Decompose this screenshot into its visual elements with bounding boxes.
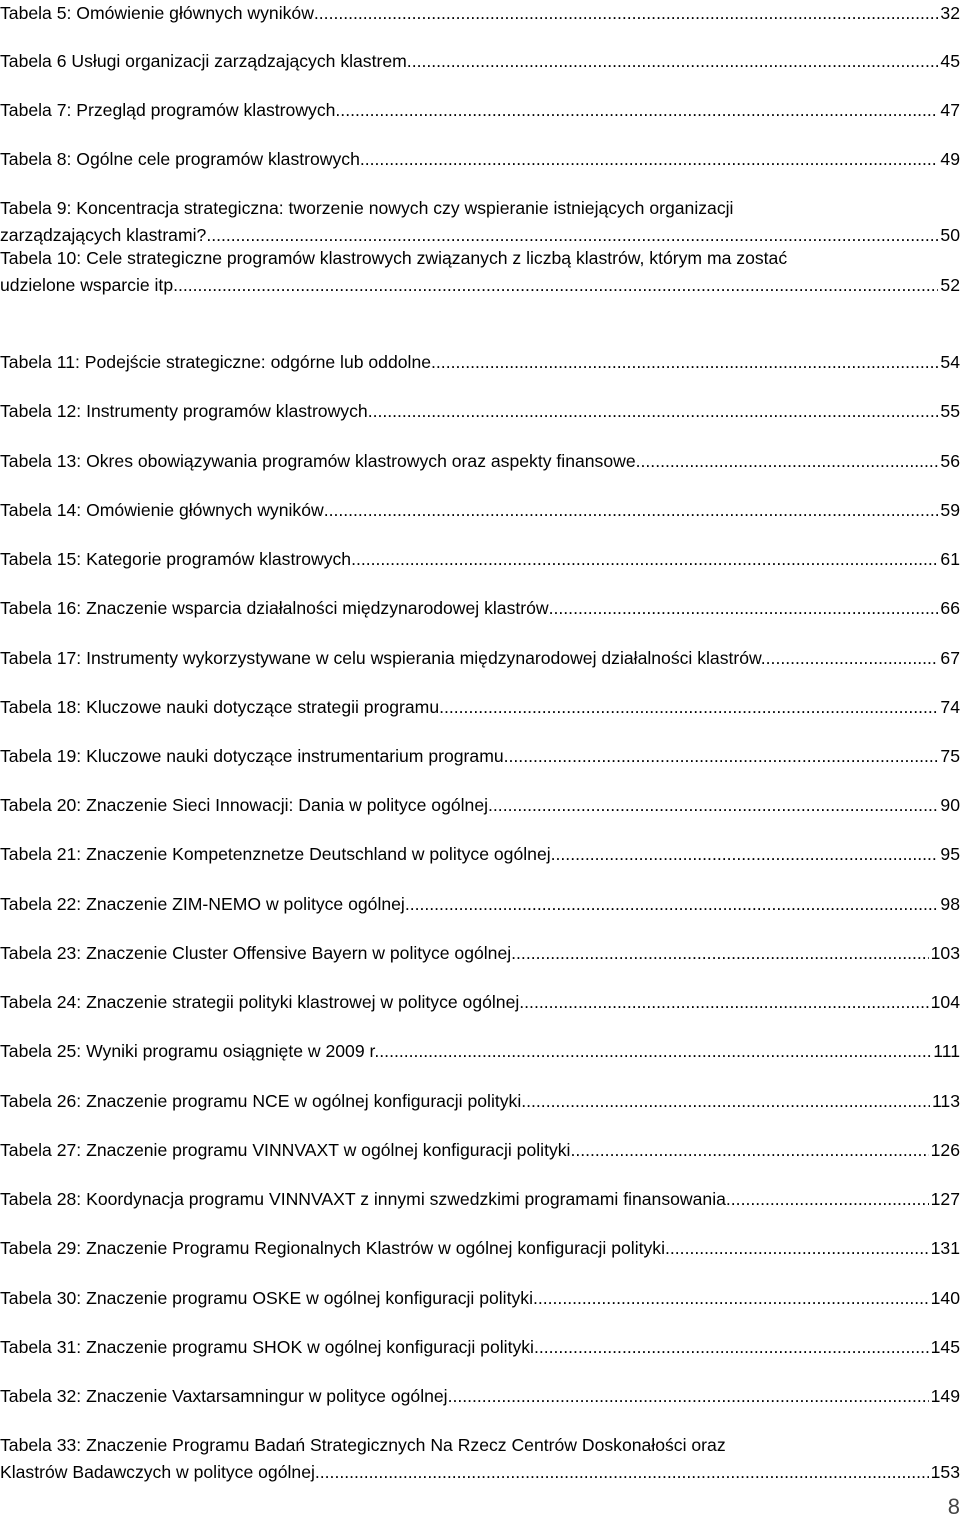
toc-entry[interactable] [0, 245, 960, 299]
dot-leader [539, 1334, 929, 1361]
toc-entry-page: 90 [940, 795, 960, 815]
toc-entry-label: Tabela 23: Znaczenie Cluster Offensive Bayern w polityce ogólnej [0, 943, 512, 963]
dot-leader [665, 1235, 929, 1262]
toc-entry-label: Tabela 24: Znaczenie strategii polityki klastrowej w polityce ogólnej [0, 992, 520, 1012]
toc-entry[interactable] [0, 1285, 960, 1312]
toc-entry[interactable] [0, 891, 960, 918]
toc-entry[interactable] [0, 1383, 960, 1410]
toc-entry-label: Tabela 5: Omówienie głównych wyników [0, 3, 314, 23]
toc-entry[interactable] [0, 497, 960, 524]
toc-entry-page: 145 [930, 1337, 960, 1357]
toc-entry-label: Tabela 7: Przegląd programów klastrowych [0, 100, 336, 120]
dot-leader [726, 1186, 929, 1213]
toc-entry[interactable] [0, 0, 960, 27]
toc-entry-label: zarządzających klastrami? [0, 225, 207, 245]
toc-entry-label: Tabela 26: Znaczenie programu NCE w ogólnej konfiguracji polityki [0, 1091, 522, 1111]
toc-entry[interactable] [0, 1334, 960, 1361]
toc-entry[interactable] [0, 1038, 960, 1065]
dot-leader [379, 1038, 931, 1065]
page-number: 8 [947, 1494, 960, 1519]
toc-entry[interactable] [0, 940, 960, 967]
toc-entry-label: Tabela 19: Kluczowe nauki dotyczące instrumentarium programu [0, 746, 504, 766]
dot-leader [551, 841, 939, 868]
toc-entry-page: 75 [940, 746, 960, 766]
dot-leader [351, 546, 938, 573]
toc-entry-page: 103 [930, 943, 960, 963]
toc-entry-label: Tabela 18: Kluczowe nauki dotyczące strategii programu [0, 697, 440, 717]
toc-entry-page: 67 [940, 648, 960, 668]
toc-entry-label: Tabela 15: Kategorie programów klastrowych [0, 549, 352, 569]
toc-entry-page: 111 [933, 1041, 960, 1061]
toc-entry-page: 127 [930, 1189, 960, 1209]
toc-entry[interactable] [0, 989, 960, 1016]
toc-entry-label-line1: Tabela 10: Cele strategiczne programów klastrowych związanych z liczbą klastrów, którym ma zostać [0, 248, 788, 268]
toc-entry-page: 50 [940, 225, 960, 245]
toc-entry[interactable] [0, 1137, 960, 1164]
toc-entry[interactable] [0, 743, 960, 770]
toc-entry[interactable] [0, 595, 960, 622]
dot-leader [368, 398, 939, 425]
toc-entry[interactable] [0, 694, 960, 721]
toc-entry[interactable] [0, 1235, 960, 1262]
toc-entry-page: 66 [940, 598, 960, 618]
toc-entry-label: Tabela 31: Znaczenie programu SHOK w ogólnej konfiguracji polityki. [0, 1337, 539, 1357]
toc-entry-label: Tabela 22: Znaczenie ZIM-NEMO w polityce ogólnej [0, 894, 405, 914]
toc-entry-label: Tabela 21: Znaczenie Kompetenznetze Deutschland w polityce ogólnej [0, 844, 551, 864]
toc-entry[interactable] [0, 546, 960, 573]
toc-entry-label: Tabela 11: Podejście strategiczne: odgórne lub oddolne [0, 352, 432, 372]
toc-entry-label: Tabela 8: Ogólne cele programów klastrowych [0, 149, 360, 169]
dot-leader [324, 497, 939, 524]
toc-entry-label: Tabela 17: Instrumenty wykorzystywane w celu wspierania międzynarodowej działalności klastrów. [0, 648, 766, 668]
toc-entry[interactable] [0, 1186, 960, 1213]
toc-entry-label: Tabela 13: Okres obowiązywania programów klastrowych oraz aspekty finansowe [0, 451, 636, 471]
dot-leader [570, 1137, 928, 1164]
dot-leader [315, 1459, 929, 1486]
toc-entry-label: Tabela 30: Znaczenie programu OSKE w ogólnej konfiguracji polityki [0, 1288, 533, 1308]
toc-entry-page: 153 [930, 1462, 960, 1482]
toc-entry[interactable] [0, 841, 960, 868]
dot-leader [511, 940, 928, 967]
toc-entry[interactable] [0, 792, 960, 819]
dot-leader [412, 48, 939, 75]
dot-leader [439, 694, 938, 721]
toc-entry-label-line1: Tabela 33: Znaczenie Programu Badań Strategicznych Na Rzecz Centrów Doskonałości oraz [0, 1435, 726, 1455]
toc-entry-page: 32 [940, 3, 960, 23]
toc-entry-page: 149 [930, 1386, 960, 1406]
dot-leader [636, 448, 939, 475]
toc-entry[interactable] [0, 1088, 960, 1115]
toc-entry[interactable] [0, 448, 960, 475]
toc-entry-label: Tabela 14: Omówienie głównych wyników [0, 500, 324, 520]
toc-entry-page: 98 [940, 894, 960, 914]
toc-entry[interactable] [0, 349, 960, 376]
dot-leader [488, 792, 938, 819]
toc-entry-page: 56 [940, 451, 960, 471]
dot-leader [766, 645, 939, 672]
dot-leader [549, 595, 939, 622]
toc-entry-page: 59 [940, 500, 960, 520]
toc-entry-page: 47 [940, 100, 960, 120]
dot-leader [519, 989, 928, 1016]
dot-leader [448, 1383, 929, 1410]
toc-entry[interactable] [0, 1432, 960, 1486]
toc-entry-label: Tabela 12: Instrumenty programów klastrowych [0, 401, 368, 421]
toc-entry-label: Tabela 28: Koordynacja programu VINNVAXT z innymi szwedzkimi programami finansowania [0, 1189, 726, 1209]
dot-leader [533, 1285, 929, 1312]
toc-entry-label: Tabela 6 Usługi organizacji zarządzających klastrem. [0, 51, 412, 71]
toc-entry[interactable] [0, 146, 960, 173]
dot-leader [360, 146, 939, 173]
toc-entry-page: 140 [930, 1288, 960, 1308]
toc-entry[interactable] [0, 645, 960, 672]
toc-entry-page: 54 [940, 352, 960, 372]
toc-entry-page: 49 [940, 149, 960, 169]
toc-entry-label: udzielone wsparcie itp. [0, 275, 178, 295]
toc-entry-label-line1: Tabela 9: Koncentracja strategiczna: tworzenie nowych czy wspieranie istniejących organizacji [0, 198, 734, 218]
toc-entry-label: Klastrów Badawczych w polityce ogólnej [0, 1462, 315, 1482]
toc-entry-label: Tabela 16: Znaczenie wsparcia działalności międzynarodowej klastrów [0, 598, 549, 618]
toc-entry-page: 52 [940, 275, 960, 295]
toc-entry-label: Tabela 20: Znaczenie Sieci Innowacji: Dania w polityce ogólnej [0, 795, 489, 815]
dot-leader [335, 97, 938, 124]
toc-entry[interactable] [0, 48, 960, 75]
dot-leader [314, 0, 939, 27]
toc-entry[interactable] [0, 195, 960, 249]
toc-entry-page: 113 [931, 1091, 960, 1111]
toc-entry-page: 126 [930, 1140, 960, 1160]
toc-entry[interactable] [0, 97, 960, 124]
dot-leader [431, 349, 938, 376]
toc-entry-label: Tabela 27: Znaczenie programu VINNVAXT w ogólnej konfiguracji polityki [0, 1140, 571, 1160]
toc-entry-page: 131 [930, 1238, 960, 1258]
dot-leader [405, 891, 939, 918]
dot-leader [178, 272, 938, 299]
toc-entry-label: Tabela 32: Znaczenie Vaxtarsamningur w polityce ogólnej [0, 1386, 448, 1406]
toc-entry-page: 45 [940, 51, 960, 71]
toc-entry-page: 55 [940, 401, 960, 421]
toc-entry-label: Tabela 25: Wyniki programu osiągnięte w 2009 r. [0, 1041, 380, 1061]
toc-entry-page: 104 [930, 992, 960, 1012]
dot-leader [521, 1088, 930, 1115]
toc-entry[interactable] [0, 398, 960, 425]
toc-entry-page: 95 [940, 844, 960, 864]
dot-leader [504, 743, 939, 770]
toc-entry-page: 61 [940, 549, 960, 569]
toc-entry-page: 74 [940, 697, 960, 717]
toc-entry-label: Tabela 29: Znaczenie Programu Regionalnych Klastrów w ogólnej konfiguracji polityki [0, 1238, 666, 1258]
